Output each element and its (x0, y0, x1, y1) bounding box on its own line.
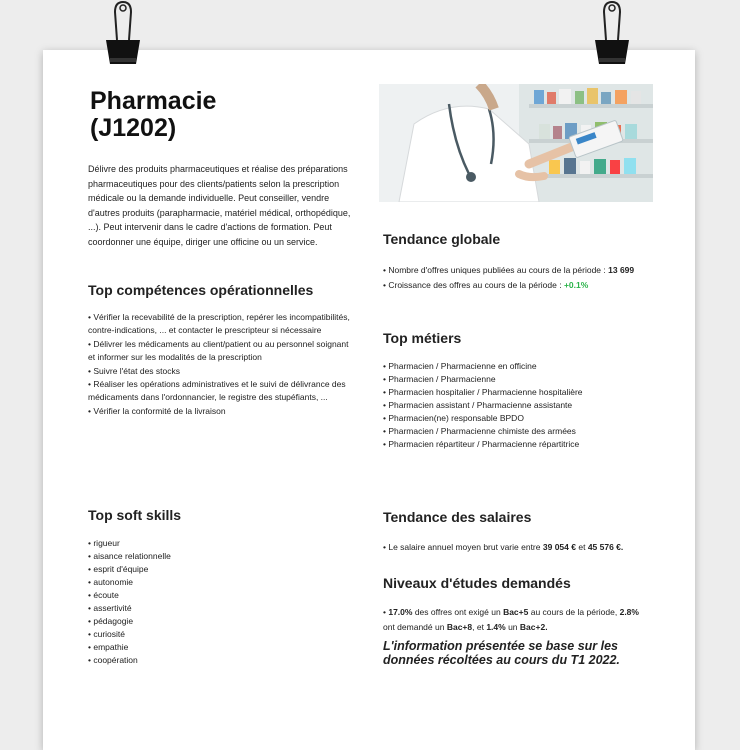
salaires-list (383, 540, 648, 555)
list-item: • aisance relationnelle (88, 550, 171, 563)
competences-list (88, 311, 350, 418)
list-item: • Pharmacien assistant / Pharmacienne assistante (383, 399, 583, 412)
list-item: • Réaliser les opérations administratives et le suivi de délivrance des médicaments dans l'ordonnancier, le registre des stupéfiants, ... (88, 378, 350, 405)
list-item: • Pharmacien / Pharmacienne chimiste des armées (383, 425, 583, 438)
page-title (90, 88, 216, 142)
title-line-1: Pharmacie (90, 87, 217, 115)
list-item (383, 540, 648, 555)
metiers-heading: Top métiers (383, 330, 462, 346)
metiers-list (383, 360, 583, 451)
list-item (383, 605, 653, 635)
salaire-min: 39 054 € (542, 542, 576, 552)
etude-text: des offres ont exigé un (414, 607, 501, 617)
list-item (383, 263, 653, 278)
etude-level-3: Bac+2. (519, 622, 548, 632)
binder-clip-icon (103, 0, 143, 70)
list-item: • Pharmacien / Pharmacienne en officine (383, 360, 583, 373)
pharmacist-photo (379, 84, 653, 202)
salaires-heading: Tendance des salaires (383, 509, 532, 525)
soft-skills-list (88, 537, 171, 667)
offres-value: 13 699 (608, 265, 635, 275)
list-item: • Pharmacien(ne) responsable BPDO (383, 412, 583, 425)
offres-label: Nombre d'offres uniques publiées au cours de la période : (388, 265, 606, 275)
etude-text: un (508, 622, 518, 632)
list-item: • Vérifier la recevabilité de la prescription, repérer les incompatibilités, contre-indications, ... et contacter le prescripteur si nécessaire (88, 311, 350, 338)
list-item: • curiosité (88, 628, 171, 641)
salaire-connector: et (578, 542, 586, 552)
etude-text: au cours de la période, (530, 607, 618, 617)
list-item: • esprit d'équipe (88, 563, 171, 576)
binder-clip-icon (592, 0, 632, 70)
list-item: • Pharmacien / Pharmacienne (383, 373, 583, 386)
croissance-value: +0.1% (563, 280, 589, 290)
list-item (383, 278, 653, 293)
list-item: • Pharmacien hospitalier / Pharmacienne hospitalière (383, 386, 583, 399)
competences-heading: Top compétences opérationnelles (88, 282, 314, 298)
list-item: • écoute (88, 589, 171, 602)
poster-sheet (43, 50, 695, 750)
salaire-label: Le salaire annuel moyen brut varie entre (388, 542, 541, 552)
etude-level-2: Bac+8 (446, 622, 473, 632)
list-item: • assertivité (88, 602, 171, 615)
etude-percent-3: 1.4% (486, 622, 506, 632)
etude-percent-1: 17.0% (388, 607, 413, 617)
etude-text: ont demandé un (383, 622, 445, 632)
etude-level-1: Bac+5 (503, 607, 529, 617)
etude-text: , et (472, 622, 484, 632)
job-description: Délivre des produits pharmaceutiques et réalise des préparations pharmaceutiques pour des clients/patients selon la prescription médicale ou la demande individuelle. Peut conseiller, vendre d'autres produits (parapharmacie, matériel médical, orthopédique, ...). Peut intervenir dans le cadre d'actions de formation. Peut coordonner une équipe, diriger une officine ou un service. (88, 164, 351, 247)
list-item: • Pharmacien répartiteur / Pharmacienne répartitrice (383, 438, 583, 451)
etudes-heading: Niveaux d'études demandés (383, 575, 571, 591)
list-item: • Vérifier la conformité de la livraison (88, 405, 350, 418)
etudes-list (383, 605, 653, 635)
source-note: L'information présentée se base sur les données récoltées au cours du T1 2022. (383, 639, 620, 667)
list-item: • empathie (88, 641, 171, 654)
soft-skills-heading: Top soft skills (88, 507, 182, 523)
list-item: • Délivrer les médicaments au client/patient ou au personnel soignant et informer sur les modalités de la prescription (88, 338, 350, 365)
list-item: • Suivre l'état des stocks (88, 365, 350, 378)
tendance-list (383, 263, 653, 293)
tendance-heading: Tendance globale (383, 231, 501, 247)
title-line-2: (J1202) (90, 114, 177, 142)
list-item: • coopération (88, 654, 171, 667)
salaire-max: 45 576 €. (587, 542, 624, 552)
list-item: • rigueur (88, 537, 171, 550)
croissance-label: Croissance des offres au cours de la période : (388, 280, 562, 290)
etude-percent-2: 2.8% (619, 607, 639, 617)
list-item: • autonomie (88, 576, 171, 589)
list-item: • pédagogie (88, 615, 171, 628)
